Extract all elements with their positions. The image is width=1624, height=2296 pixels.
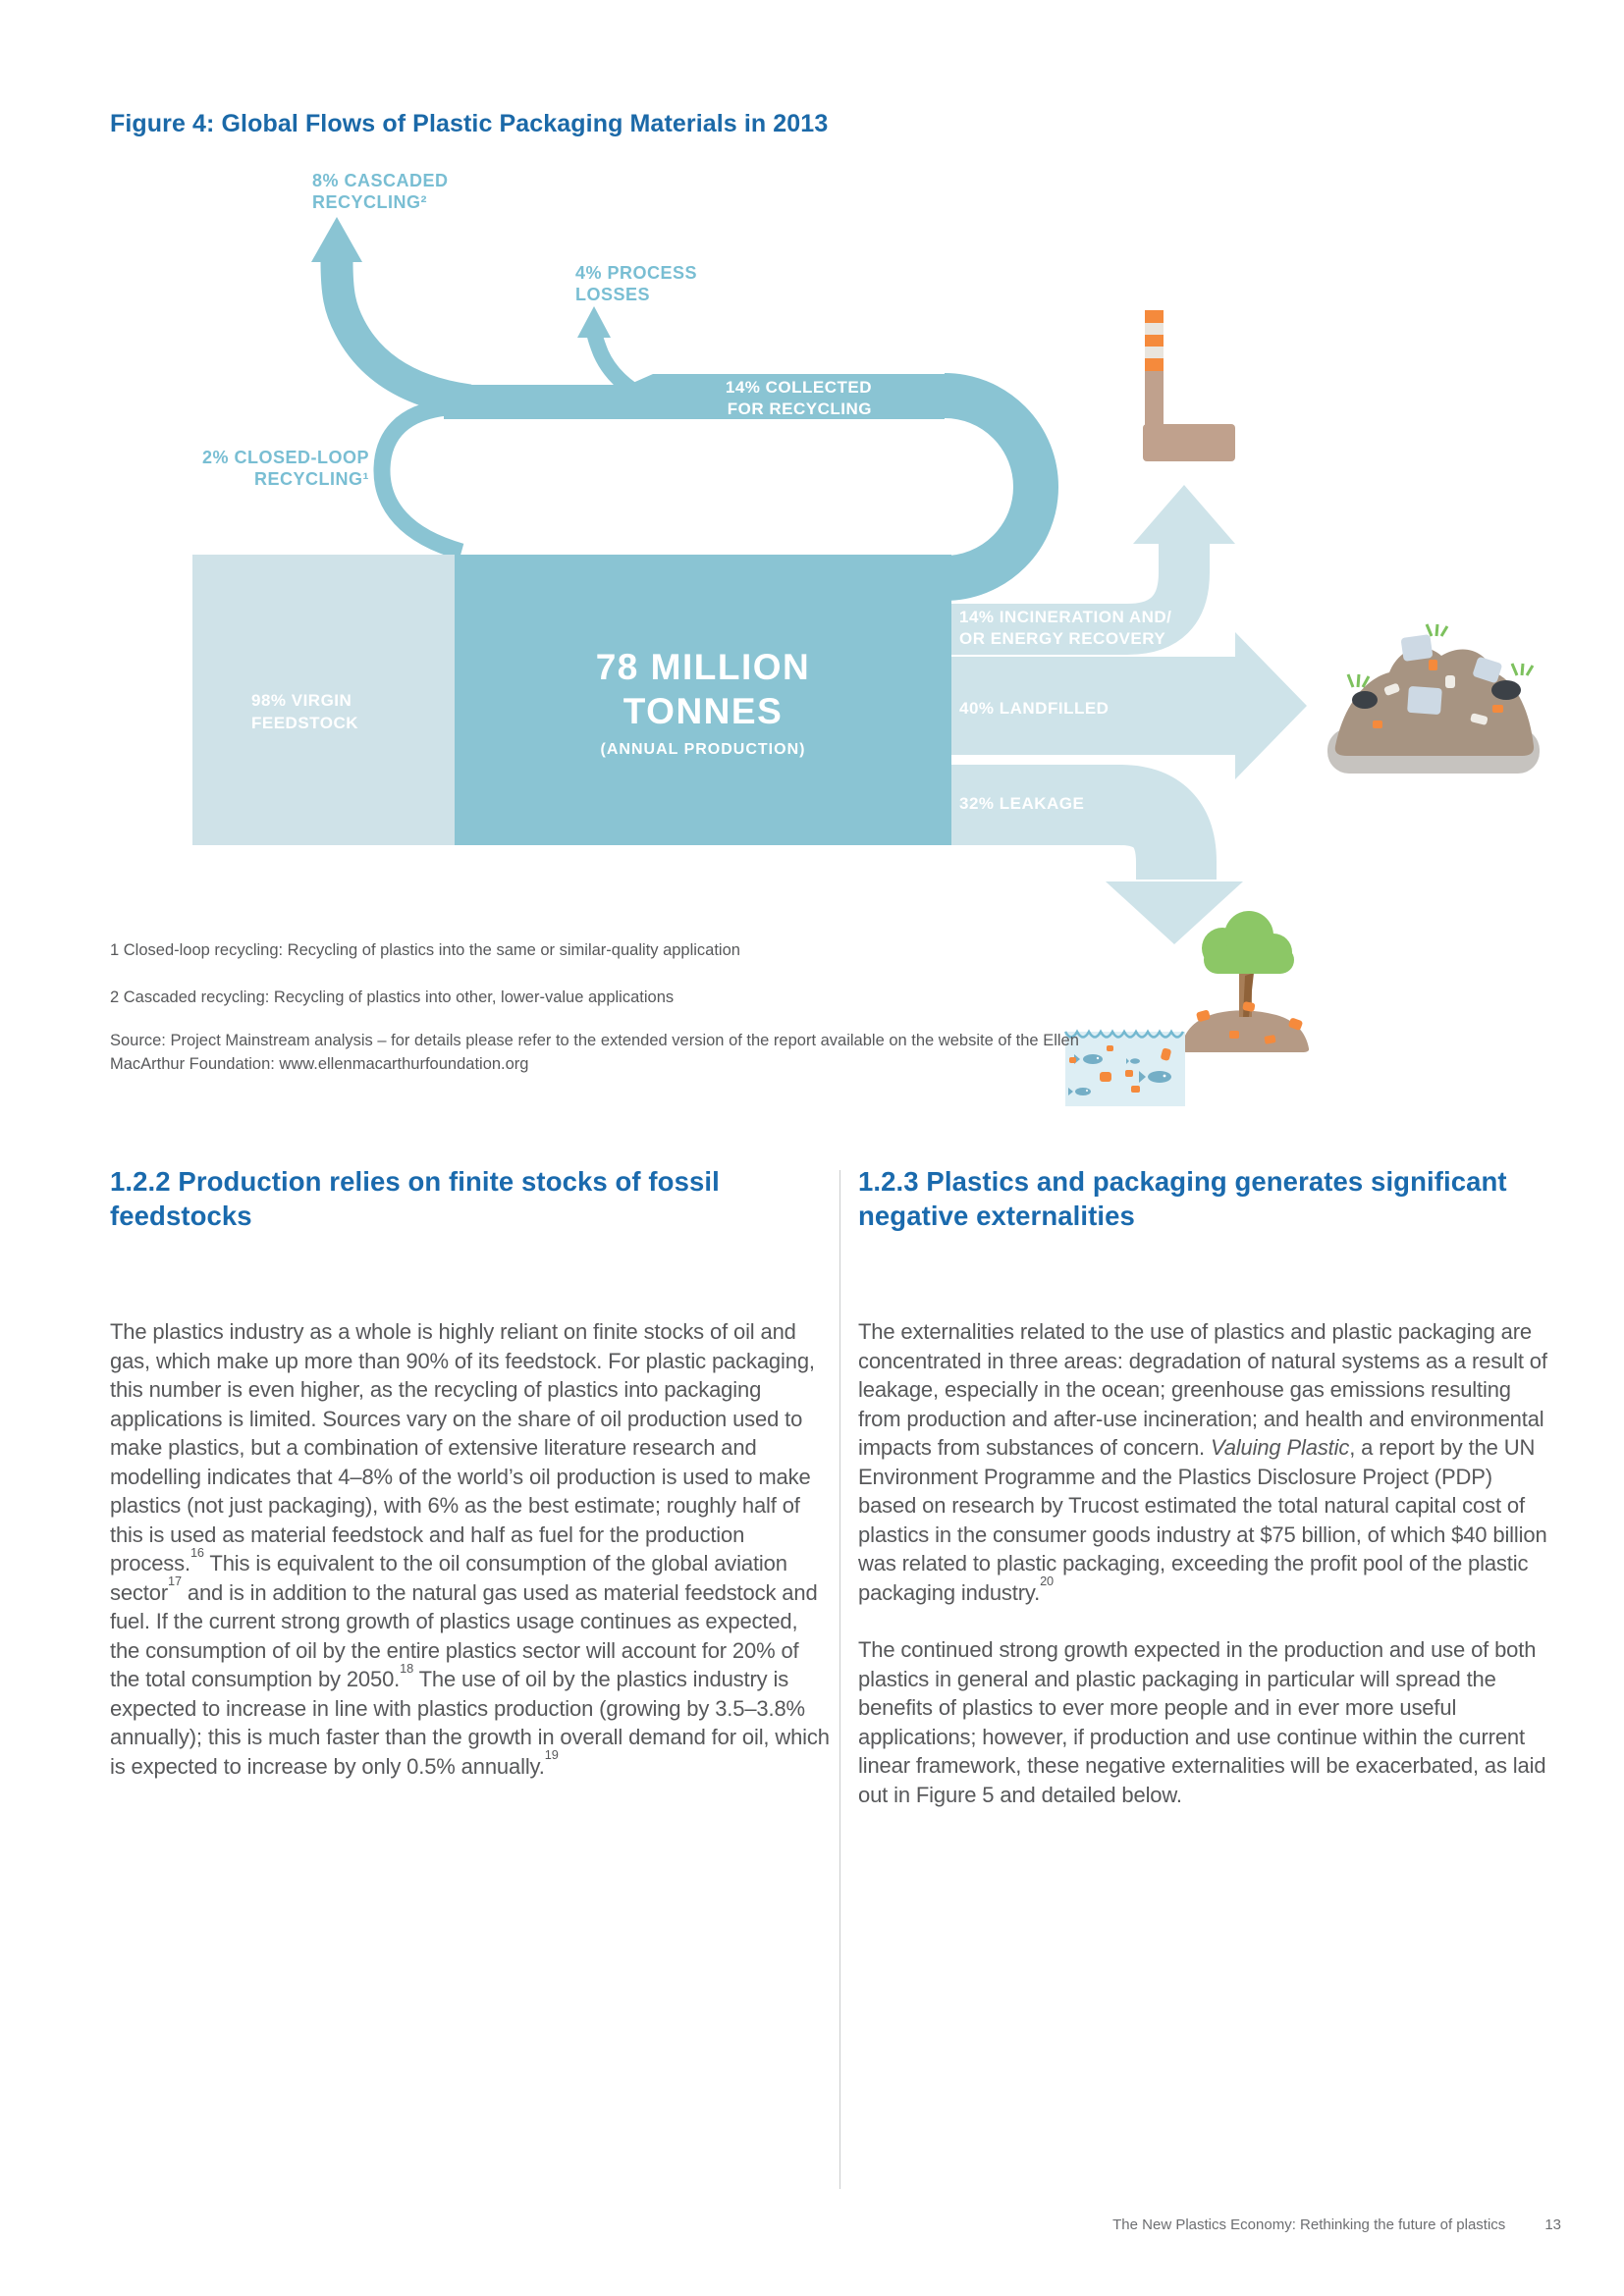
body-paragraph-left-1: The plastics industry as a whole is highly reliant on finite stocks of oil and gas, which make up more than 90% of its feedstock. For plastic packaging, this number is even higher, as the recycling of plastics into packaging applications is limited. Sources vary on the share of oil production used to make plastics, but a combination of extensive literature research and modelling indicates that 4–8% of the world’s oil production is used to make plastics (not just packaging), with 6% as the best estimate; roughly half of this is used as material feedstock and half as fuel for the production process.$^{16}$ This is equivalent to the oil consumption of the global aviation sector$^{17}$ and is in addition to the natural gas used as material feedstock and fuel. If the current strong growth of plastics usage continues as expected, the consumption of oil by the entire plastics sector will account for 20% of the total consumption by 2050.18 The use of oil by the plastics industry is expected to increase in line with plastics production (growing by 3.5–3.8% annually); this is much faster than the growth in overall demand for oil, which is expected to increase by only 0.5% annually.$^{19}$ bbox=[110, 1319, 830, 1779]
svg-text:FOR RECYCLING: FOR RECYCLING bbox=[727, 400, 872, 418]
footnote-1: 1 Closed-loop recycling: Recycling of plastics into the same or similar-quality application bbox=[110, 941, 740, 959]
label-collected: 14% COLLECTED bbox=[725, 378, 872, 397]
section-heading-left: 1.2.2 Production relies on finite stocks of fossil feedstocks bbox=[110, 1166, 720, 1231]
svg-text:FEEDSTOCK: FEEDSTOCK bbox=[251, 714, 359, 732]
svg-text:LOSSES: LOSSES bbox=[575, 285, 651, 304]
tree-illustration bbox=[1181, 911, 1309, 1052]
page-footer bbox=[589, 2216, 1561, 2233]
figure-title: Figure 4: Global Flows of Plastic Packaging Materials in 2013 bbox=[110, 110, 829, 137]
svg-text:RECYCLING¹: RECYCLING¹ bbox=[254, 469, 369, 489]
flow-process-losses-arrow bbox=[577, 306, 643, 397]
svg-text:OR ENERGY RECOVERY: OR ENERGY RECOVERY bbox=[959, 629, 1166, 648]
page-number: 13 bbox=[1544, 2216, 1561, 2233]
column-divider bbox=[839, 1170, 840, 2189]
label-incineration: 14% INCINERATION AND/ bbox=[959, 608, 1172, 626]
section-heading-right: 1.2.3 Plastics and packaging generates significant negative externalities bbox=[858, 1166, 1507, 1231]
section-1-2-3 bbox=[858, 1164, 1553, 1809]
svg-text:RECYCLING²: RECYCLING² bbox=[312, 192, 427, 212]
flow-cascaded-arrow bbox=[311, 217, 469, 400]
label-virgin-feedstock: 98% VIRGIN bbox=[251, 691, 352, 710]
source-note: Source: Project Mainstream analysis – for details please refer to the extended version of the report available on the website of the Ellen MacArthur Foundation: www.ellenmacarthurfoundation.org bbox=[110, 1032, 1079, 1073]
landfill-illustration bbox=[1327, 624, 1540, 774]
section-1-2-2 bbox=[110, 1164, 831, 1781]
label-cascaded-recycling: 8% CASCADED bbox=[312, 171, 449, 190]
svg-text:(ANNUAL PRODUCTION): (ANNUAL PRODUCTION) bbox=[600, 741, 806, 758]
footer-text: The New Plastics Economy: Rethinking the future of plastics bbox=[1112, 2216, 1506, 2233]
label-leakage: 32% LEAKAGE bbox=[959, 794, 1085, 813]
label-annual-production: 78 MILLION bbox=[595, 647, 811, 687]
body-paragraph-right-1: The externalities related to the use of plastics and plastic packaging are concentrated in three areas: degradation of natural systems as a result of leakage, especially in the ocean; greenhouse gas emissions resulting from production and after-use incineration; and health and environmental impacts from substances of concern. Valuing Plastic, a report by the UN Environment Programme and the Plastics Disclosure Project (PDP) based on research by Trucost estimated the total natural capital cost of plastics in the consumer goods industry at $75 billion, of which $40 billion was related to plastic packaging, exceeding the profit pool of the plastic packaging industry.$^{20}$ bbox=[858, 1319, 1547, 1605]
footnote-2: 2 Cascaded recycling: Recycling of plastics into other, lower-value applications bbox=[110, 988, 675, 1006]
label-closed-loop: 2% CLOSED-LOOP bbox=[201, 448, 369, 467]
body-paragraph-right-2: The continued strong growth expected in the production and use of both plastics in general and plastic packaging in particular will spread the benefits of plastics to ever more people and in ever more useful applications; however, if production and use continue within the current linear framework, these negative externalities will be exacerbated, as laid out in Figure 5 and detailed below. bbox=[858, 1637, 1546, 1807]
incinerator-illustration bbox=[1143, 310, 1235, 461]
flow-leakage bbox=[951, 805, 1243, 944]
svg-text:TONNES: TONNES bbox=[623, 691, 784, 731]
label-process-losses: 4% PROCESS bbox=[575, 263, 698, 283]
flow-closed-loop bbox=[382, 407, 461, 552]
label-landfilled: 40% LANDFILLED bbox=[959, 699, 1110, 718]
ocean-illustration bbox=[1065, 1032, 1185, 1106]
